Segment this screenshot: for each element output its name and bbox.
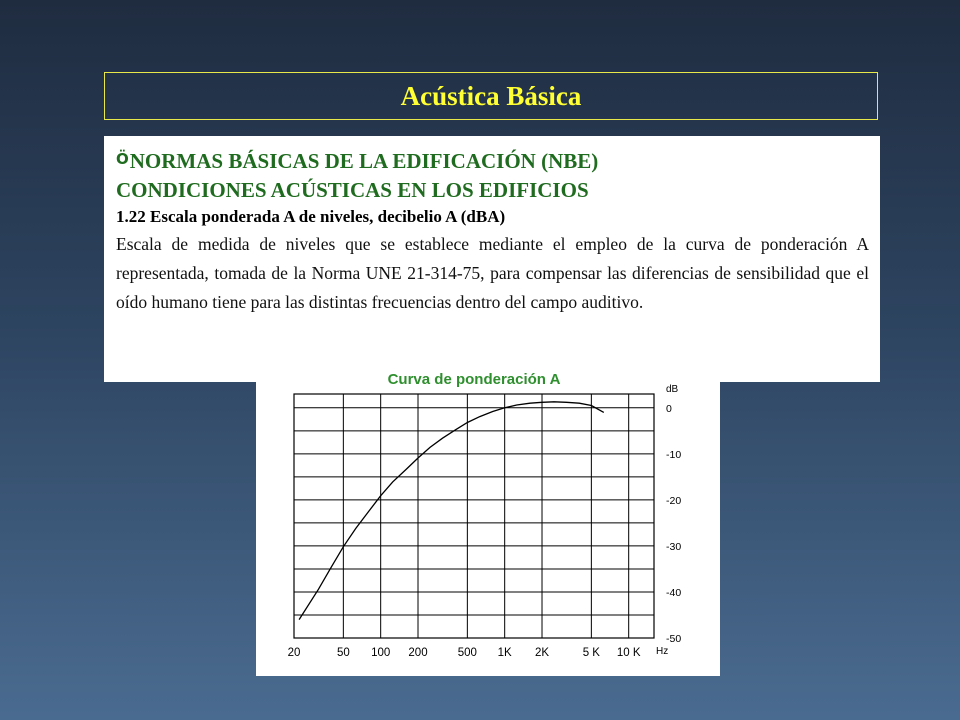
y-tick-label: -20 xyxy=(666,494,682,507)
heading-text-1: NORMAS BÁSICAS DE LA EDIFICACIÓN (NBE) xyxy=(129,149,599,173)
heading-line-2: CONDICIONES ACÚSTICAS EN LOS EDIFICIOS xyxy=(116,178,589,202)
heading-line-1 xyxy=(116,148,869,177)
slide-title-box xyxy=(104,72,878,120)
x-tick-label: 200 xyxy=(408,647,428,659)
x-tick-label: 100 xyxy=(371,647,391,659)
x-tick-label: 20 xyxy=(287,647,301,659)
a-weighting-chart xyxy=(256,364,720,676)
x-tick-label: 2K xyxy=(534,647,550,659)
slide-title: Acústica Básica xyxy=(400,80,582,111)
y-axis-label: dB xyxy=(666,384,679,395)
series-line-a-weighting xyxy=(299,402,604,620)
x-tick-label: 50 xyxy=(336,647,350,659)
chart-svg xyxy=(256,364,720,676)
x-tick-label: 10 K xyxy=(616,647,641,659)
y-tick-label: 0 xyxy=(666,402,672,415)
x-tick-label: 5 K xyxy=(582,647,600,659)
y-tick-label: -40 xyxy=(666,586,682,599)
y-tick-label: -30 xyxy=(666,540,682,553)
content-panel xyxy=(104,136,880,382)
y-tick-label: -50 xyxy=(666,633,682,645)
description-paragraph: Escala de medida de niveles que se establece mediante el empleo de la curva de ponderación A representada, tomada de la Norma UNE 21-314-75, para compensar las diferencias de sensibilidad que el oído humano tiene para las distintas frecuencias dentro del campo auditivo. xyxy=(116,234,869,312)
x-tick-label: 500 xyxy=(457,647,477,659)
bullet-arrow-icon: Ö xyxy=(116,150,129,168)
chart-title: Curva de ponderación A xyxy=(387,371,561,388)
subheading: 1.22 Escala ponderada A de niveles, decibelio A (dBA) xyxy=(116,207,506,226)
x-axis-label: Hz xyxy=(656,646,669,657)
y-tick-label: -10 xyxy=(666,448,682,461)
x-tick-label: 1K xyxy=(497,647,512,659)
